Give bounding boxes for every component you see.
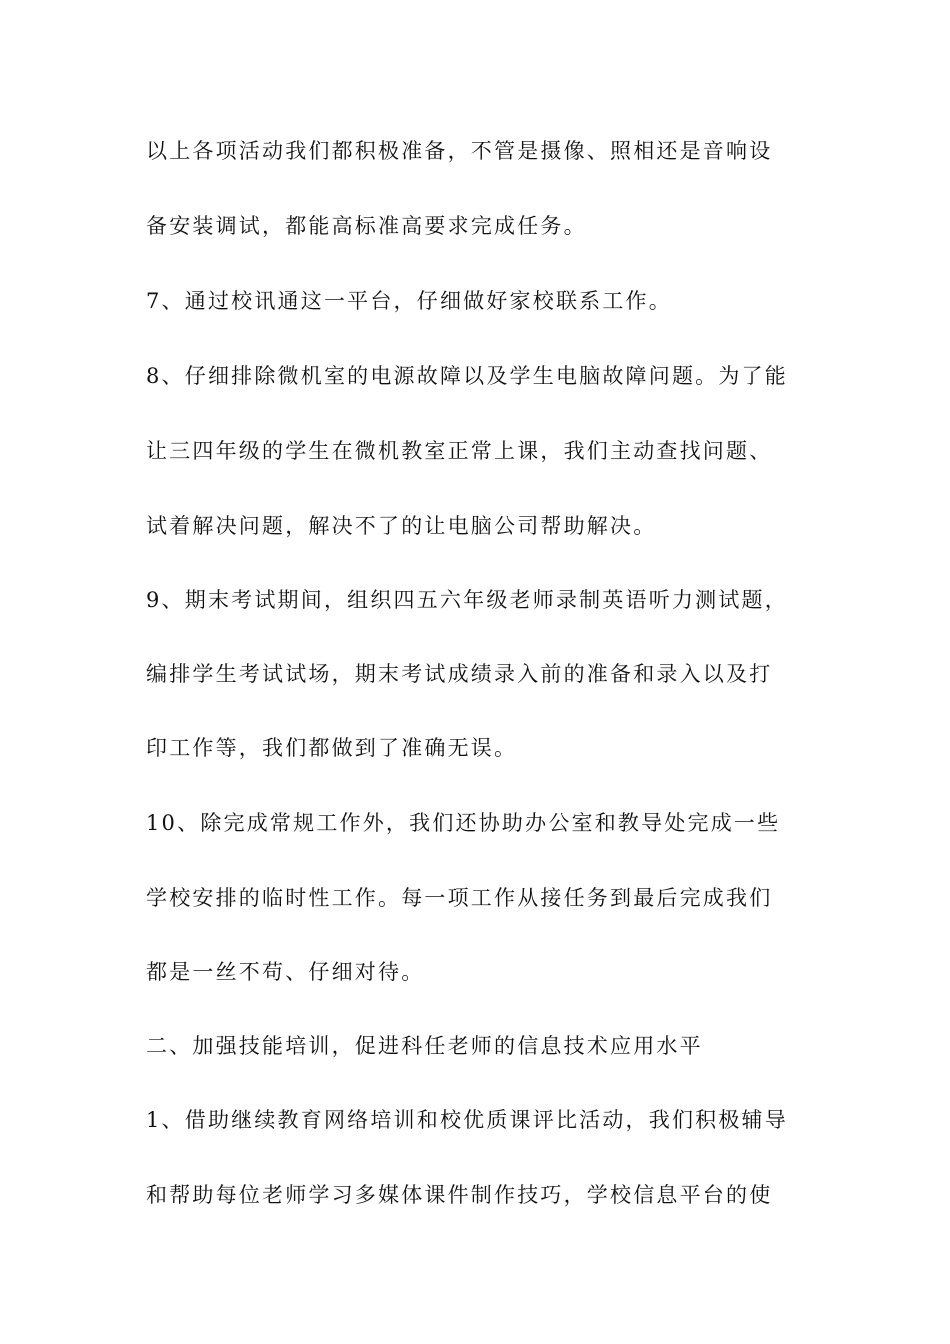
text-line-7: 9、期末考试期间，组织四五六年级老师录制英语听力测试题， — [146, 588, 788, 612]
text-line-10: 10、除完成常规工作外，我们还协助办公室和教导处完成一些 — [146, 811, 781, 835]
text-line-9: 印工作等，我们都做到了准确无误。 — [146, 736, 518, 760]
text-line-15: 和帮助每位老师学习多媒体课件制作技巧，学校信息平台的使 — [146, 1183, 773, 1207]
text-line-14: 1、借助继续教育网络培训和校优质课评比活动，我们积极辅导 — [146, 1108, 788, 1132]
text-line-2: 备安装调试，都能高标准高要求完成任务。 — [146, 214, 587, 238]
text-line-11: 学校安排的临时性工作。每一项工作从接任务到最后完成我们 — [146, 886, 773, 910]
text-line-4: 8、仔细排除微机室的电源故障以及学生电脑故障问题。为了能 — [146, 364, 788, 388]
text-line-1: 以上各项活动我们都积极准备，不管是摄像、照相还是音响设 — [146, 139, 773, 163]
text-line-8: 编排学生考试试场，期末考试成绩录入前的准备和录入以及打 — [146, 662, 773, 686]
text-line-5: 让三四年级的学生在微机教室正常上课，我们主动查找问题、 — [146, 439, 773, 463]
text-line-12: 都是一丝不苟、仔细对待。 — [146, 960, 425, 984]
text-line-6: 试着解决问题，解决不了的让电脑公司帮助解决。 — [146, 514, 657, 538]
section-heading: 二、加强技能培训，促进科任老师的信息技术应用水平 — [146, 1034, 703, 1058]
text-line-3: 7、通过校讯通这一平台，仔细做好家校联系工作。 — [146, 289, 672, 313]
